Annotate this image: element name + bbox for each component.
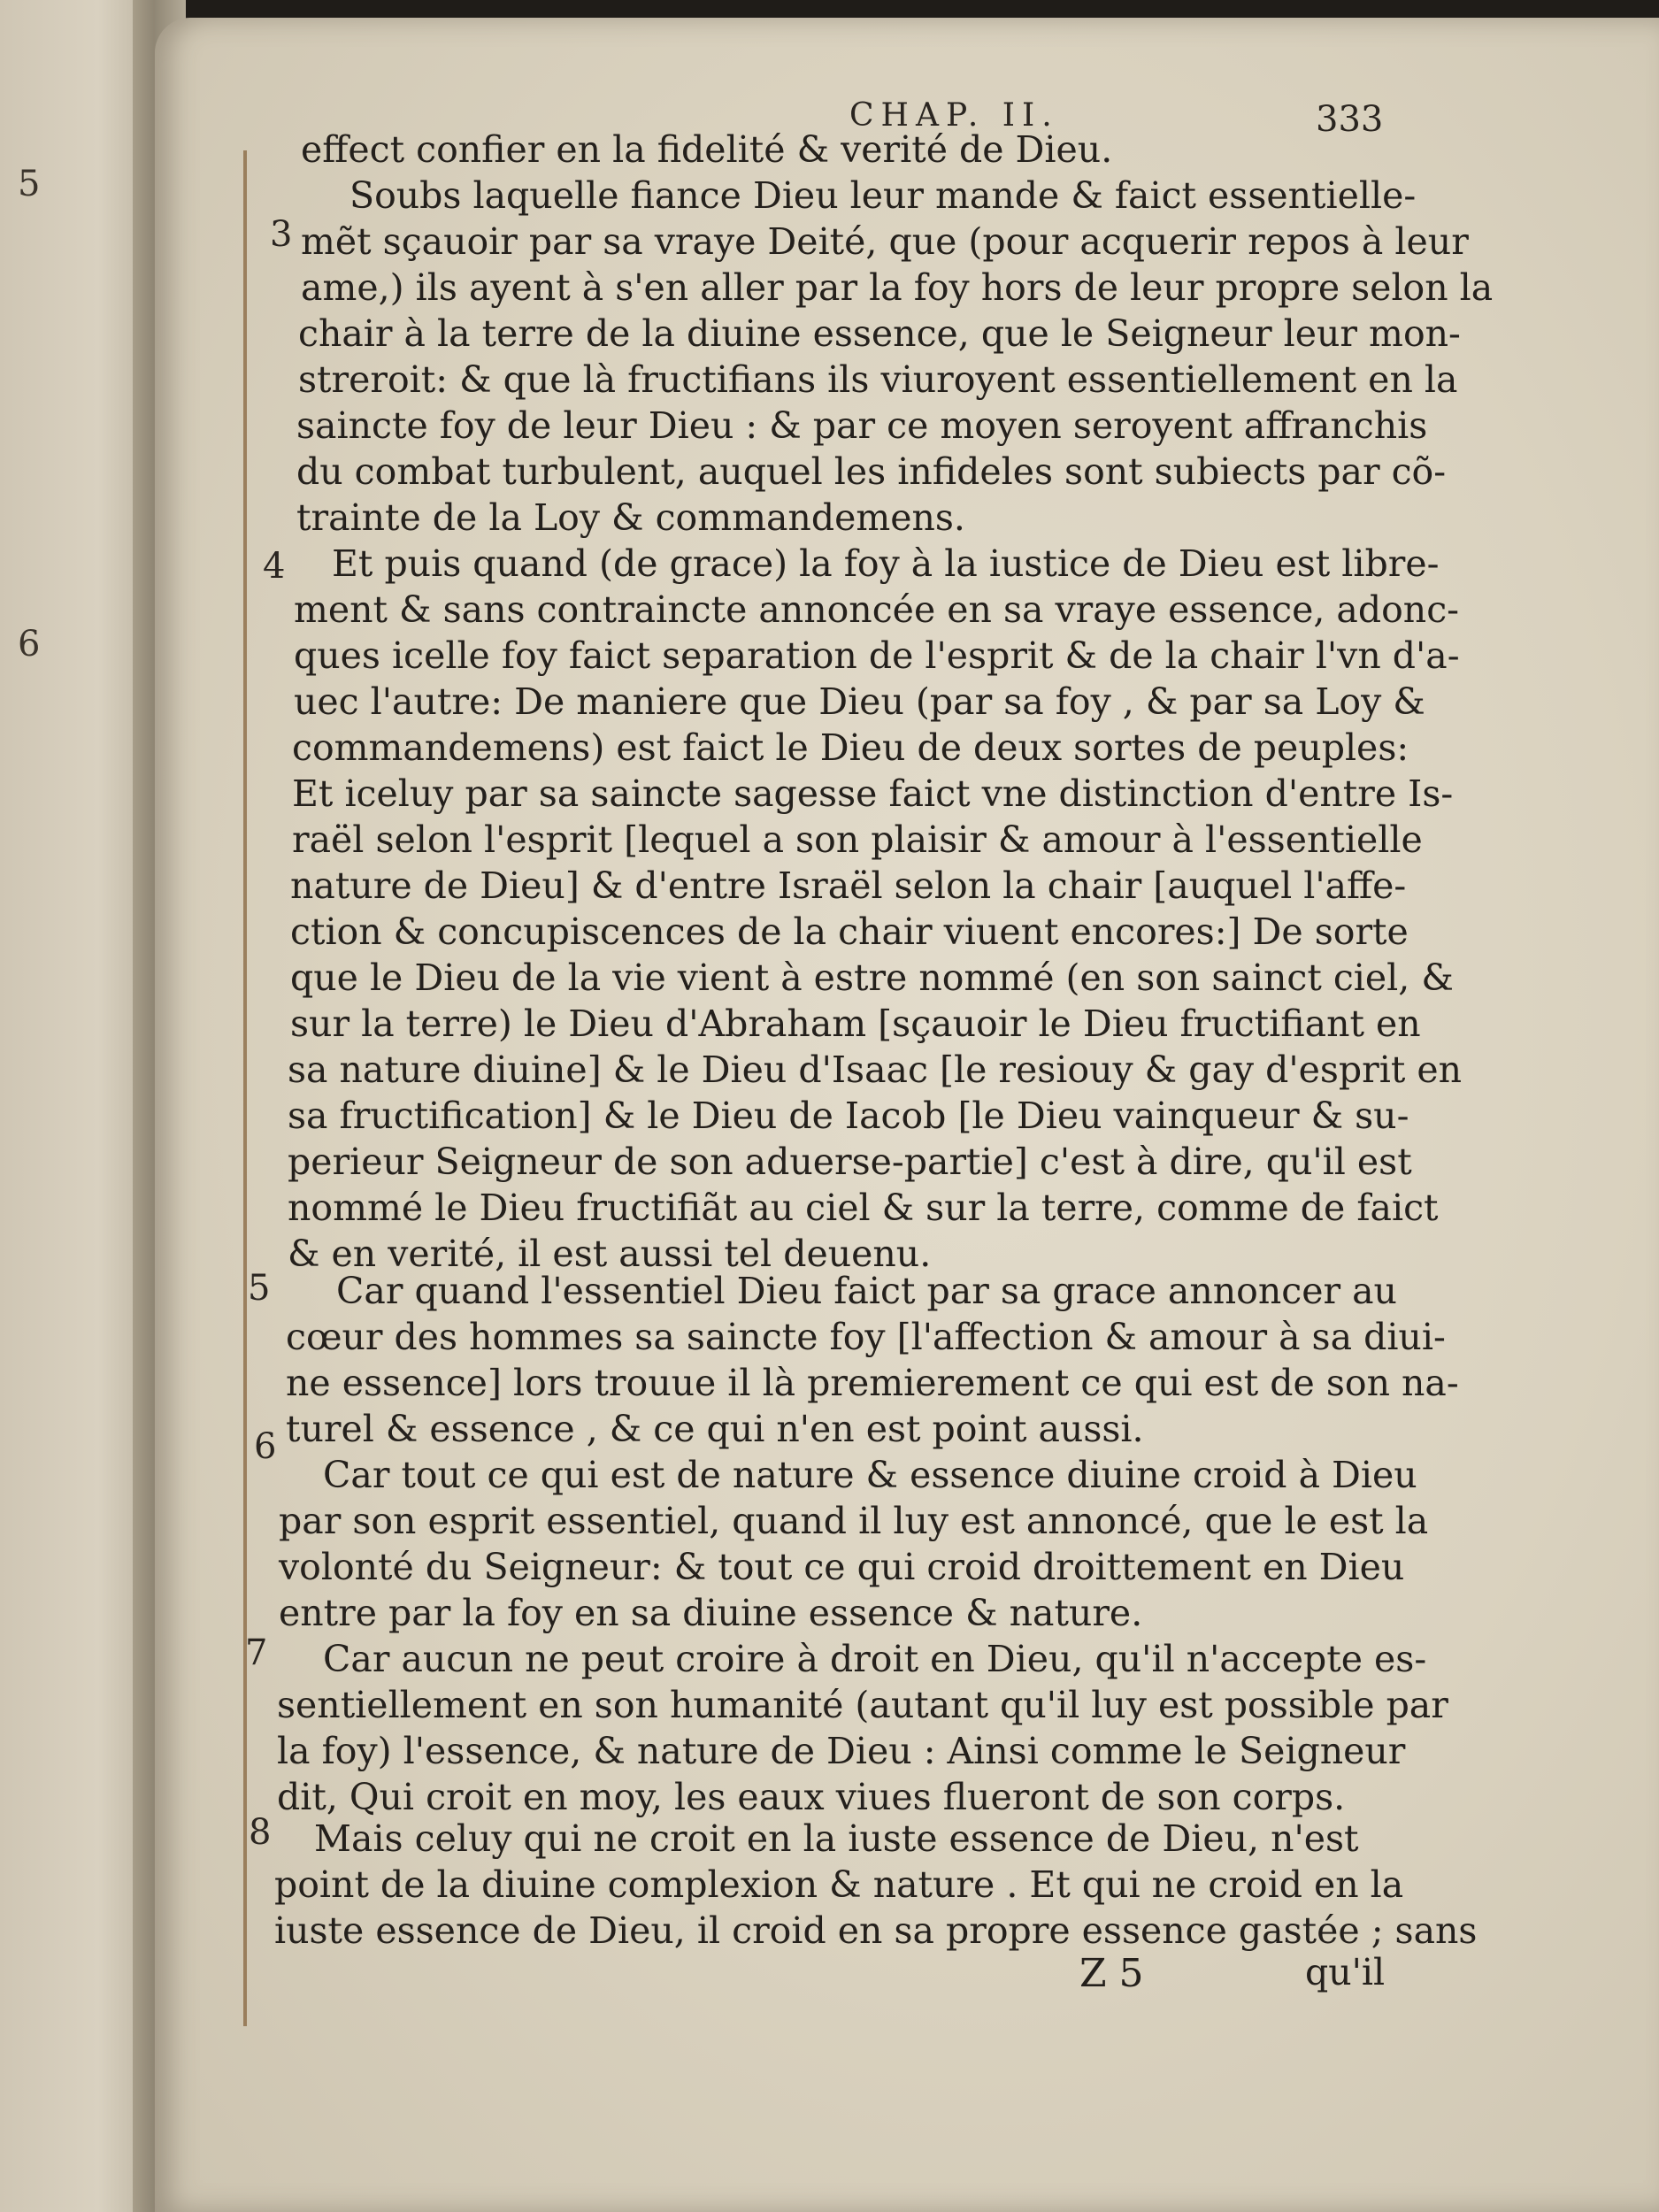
verse-number: 5 bbox=[248, 1268, 271, 1309]
verse-number: 8 bbox=[249, 1812, 272, 1853]
left-page-fragment: 6 bbox=[18, 624, 41, 664]
text-line: iuste essence de Dieu, il croid en sa propre essence gastée ; sans bbox=[274, 1909, 1478, 1952]
text-line: point de la diuine complexion & nature . Et qui ne croid en la bbox=[274, 1863, 1404, 1906]
text-line: perieur Seigneur de son aduerse-partie] c'est à dire, qu'il est bbox=[288, 1141, 1412, 1183]
margin-rule bbox=[243, 150, 247, 2026]
text-line: Car quand l'essentiel Dieu faict par sa grace annoncer au bbox=[336, 1270, 1397, 1312]
running-head: CHAP. II. bbox=[849, 97, 1059, 134]
text-line: raël selon l'esprit [lequel a son plaisir & amour à l'essentielle bbox=[292, 818, 1423, 861]
text-line: streroit: & que là fructifians ils viuroyent essentiellement en la bbox=[298, 358, 1458, 401]
verse-number: 6 bbox=[254, 1426, 277, 1467]
catchword: qu'il bbox=[1305, 1951, 1386, 1993]
text-line: que le Dieu de la vie vient à estre nommé (en son sainct ciel, & bbox=[290, 956, 1454, 999]
text-line: sur la terre) le Dieu d'Abraham [sçauoir le Dieu fructifiant en bbox=[290, 1002, 1421, 1045]
verse-number: 4 bbox=[263, 546, 286, 587]
page-number: 333 bbox=[1316, 99, 1384, 140]
text-line: uec l'autre: De maniere que Dieu (par sa foy , & par sa Loy & bbox=[294, 680, 1425, 723]
text-line: dit, Qui croit en moy, les eaux viues flueront de son corps. bbox=[277, 1776, 1346, 1818]
text-line: la foy) l'essence, & nature de Dieu : Ainsi comme le Seigneur bbox=[277, 1730, 1406, 1772]
left-page-fragment: 5 bbox=[18, 164, 41, 204]
text-line: ame,) ils ayent à s'en aller par la foy hors de leur propre selon la bbox=[301, 266, 1494, 309]
text-line: Mais celuy qui ne croit en la iuste essence de Dieu, n'est bbox=[314, 1817, 1359, 1860]
text-line: Soubs laquelle fiance Dieu leur mande & faict essentielle- bbox=[349, 174, 1417, 217]
text-line: sentiellement en son humanité (autant qu'il luy est possible par bbox=[277, 1684, 1448, 1726]
text-line: Et puis quand (de grace) la foy à la iustice de Dieu est libre- bbox=[332, 542, 1440, 585]
text-line: ction & concupiscences de la chair viuent encores:] De sorte bbox=[290, 910, 1409, 953]
text-line: Et iceluy par sa saincte sagesse faict vne distinction d'entre Is- bbox=[292, 772, 1454, 815]
text-line: Car tout ce qui est de nature & essence diuine croid à Dieu bbox=[323, 1454, 1417, 1496]
text-line: cœur des hommes sa saincte foy [l'affection & amour à sa diui- bbox=[286, 1316, 1446, 1358]
text-line: entre par la foy en sa diuine essence & nature. bbox=[279, 1592, 1143, 1634]
text-line: chair à la terre de la diuine essence, que le Seigneur leur mon- bbox=[298, 312, 1461, 355]
text-line: turel & essence , & ce qui n'en est point aussi. bbox=[286, 1408, 1144, 1450]
text-line: Car aucun ne peut croire à droit en Dieu, qu'il n'accepte es- bbox=[323, 1638, 1427, 1680]
text-line: ne essence] lors trouue il là premierement ce qui est de son na- bbox=[286, 1362, 1459, 1404]
verse-number: 7 bbox=[245, 1632, 268, 1673]
text-line: sa nature diuine] & le Dieu d'Isaac [le resiouy & gay d'esprit en bbox=[288, 1048, 1463, 1091]
text-line: sa fructification] & le Dieu de Iacob [le Dieu vainqueur & su- bbox=[288, 1094, 1409, 1137]
text-line: nature de Dieu] & d'entre Israël selon la chair [auquel l'affe- bbox=[290, 864, 1407, 907]
verse-number: 3 bbox=[270, 214, 293, 255]
text-line: commandemens) est faict le Dieu de deux sortes de peuples: bbox=[292, 726, 1409, 769]
text-line: effect confier en la fidelité & verité de Dieu. bbox=[301, 128, 1113, 171]
text-line: du combat turbulent, auquel les infideles sont subiects par cõ- bbox=[296, 450, 1447, 493]
text-line: par son esprit essentiel, quand il luy est annoncé, que le est la bbox=[279, 1500, 1429, 1542]
book-page bbox=[155, 18, 1659, 2212]
text-line: trainte de la Loy & commandemens. bbox=[296, 496, 965, 539]
text-line: ques icelle foy faict separation de l'esprit & de la chair l'vn d'a- bbox=[294, 634, 1460, 677]
text-line: nommé le Dieu fructifiãt au ciel & sur la terre, comme de faict bbox=[288, 1187, 1439, 1229]
text-line: ment & sans contraincte annoncée en sa vraye essence, adonc- bbox=[294, 588, 1460, 631]
signature-mark: Z 5 bbox=[1079, 1951, 1144, 1996]
text-line: volonté du Seigneur: & tout ce qui croid droittement en Dieu bbox=[279, 1546, 1405, 1588]
text-line: mẽt sçauoir par sa vraye Deité, que (pour acquerir repos à leur bbox=[301, 220, 1469, 263]
text-line: & en verité, il est aussi tel deuenu. bbox=[288, 1233, 932, 1275]
text-line: saincte foy de leur Dieu : & par ce moyen seroyent affranchis bbox=[296, 404, 1428, 447]
